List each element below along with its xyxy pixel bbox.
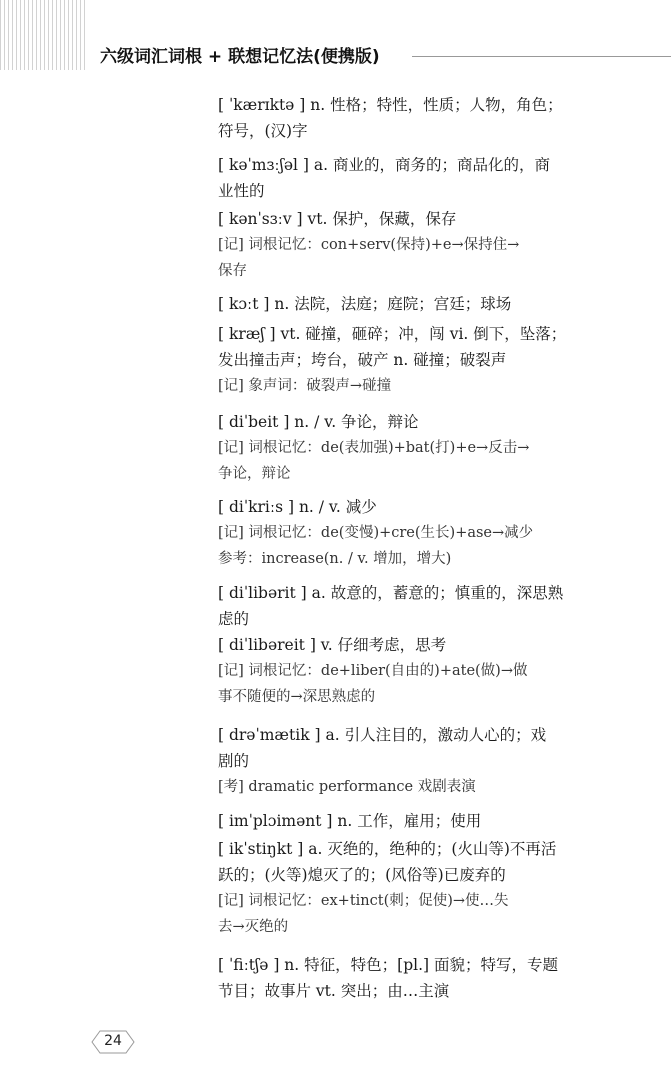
- definition-block: [218, 409, 610, 487]
- page-header: [0, 0, 671, 80]
- definition-line: 发出撞击声；垮台，破产 n. 碰撞；破裂声: [218, 351, 507, 369]
- definition-line: [ diˈbeit ] n. / v. 争论，辩论: [218, 413, 419, 431]
- memory-note-line: [考] dramatic performance 戏剧表演: [218, 779, 476, 795]
- definition-block: [218, 206, 610, 284]
- definition-line: [ ˈkærɪktə ] n. 性格；特性，性质；人物，角色；: [218, 96, 563, 114]
- definition-line: [ imˈplɔimənt ] n. 工作，雇用；使用: [218, 812, 482, 830]
- definition-line: [ kræʃ ] vt. 碰撞，砸碎；冲，闯 vi. 倒下，坠落；: [218, 325, 567, 343]
- definition-block: [218, 494, 610, 572]
- definition-line: 剧的: [218, 752, 250, 770]
- memory-note-line: 争论，辩论: [218, 466, 291, 482]
- memory-note-line: 去→灭绝的: [218, 919, 289, 935]
- definition-line: [ ˈfiːtʃə ] n. 特征，特色；[pl.] 面貌；特写，专题: [218, 956, 558, 974]
- definition-line: [ kəˈmɜːʃəl ] a. 商业的，商务的；商品化的，商: [218, 156, 550, 174]
- memory-note-line: 保存: [218, 263, 247, 279]
- definition-line: 符号，(汉)字: [218, 122, 308, 140]
- memory-note-line: [记] 词根记忆：ex+tinct(刺；促使)→使…失: [218, 893, 509, 909]
- memory-note-line: 参考：increase(n. / v. 增加，增大): [218, 551, 452, 567]
- definition-block: [218, 952, 610, 1004]
- header-title: 六级词汇词根 + 联想记忆法(便携版): [100, 47, 380, 67]
- definition-block: [218, 92, 610, 144]
- definition-block: [218, 291, 610, 317]
- memory-note-line: [记] 象声词：破裂声→碰撞: [218, 378, 392, 394]
- definition-block: [218, 321, 610, 399]
- definition-block: [218, 808, 610, 834]
- header-hatch-decoration: [0, 0, 88, 70]
- memory-note-line: [记] 词根记忆：de(变慢)+cre(生长)+ase→减少: [218, 525, 534, 541]
- definition-line: [ diˈkriːs ] n. / v. 减少: [218, 498, 377, 516]
- definition-line: [ diˈlibərit ] a. 故意的，蓄意的；慎重的，深思熟: [218, 584, 564, 602]
- memory-note-line: 事不随便的→深思熟虑的: [218, 689, 376, 705]
- definition-line: [ kənˈsɜːv ] vt. 保护，保藏，保存: [218, 210, 457, 228]
- definition-line: 业性的: [218, 182, 265, 200]
- definition-block: [218, 580, 610, 710]
- memory-note-line: [记] 词根记忆：de(表加强)+bat(打)+e→反击→: [218, 440, 530, 456]
- definition-line: 跃的；(火等)熄灭了的；(风俗等)已废弃的: [218, 866, 506, 884]
- definition-line: [ drəˈmætik ] a. 引人注目的，激动人心的；戏: [218, 726, 547, 744]
- definition-line: 虑的: [218, 610, 250, 628]
- definition-block: [218, 152, 610, 204]
- memory-note-line: [记] 词根记忆：con+serv(保持)+e→保持住→: [218, 237, 520, 253]
- definition-block: [218, 836, 610, 940]
- definition-line: 节目；故事片 vt. 突出；由…主演: [218, 982, 450, 1000]
- definition-block: [218, 722, 610, 800]
- page-number-badge: [91, 1030, 135, 1054]
- definition-line: [ ikˈstiŋkt ] a. 灭绝的，绝种的；(火山等)不再活: [218, 840, 557, 858]
- page-number: 24: [104, 1033, 122, 1049]
- definition-line: [ diˈlibəreit ] v. 仔细考虑，思考: [218, 636, 447, 654]
- memory-note-line: [记] 词根记忆：de+liber(自由的)+ate(做)→做: [218, 663, 528, 679]
- definition-line: [ kɔːt ] n. 法院，法庭；庭院；宫廷；球场: [218, 295, 512, 313]
- header-rule: [412, 56, 671, 57]
